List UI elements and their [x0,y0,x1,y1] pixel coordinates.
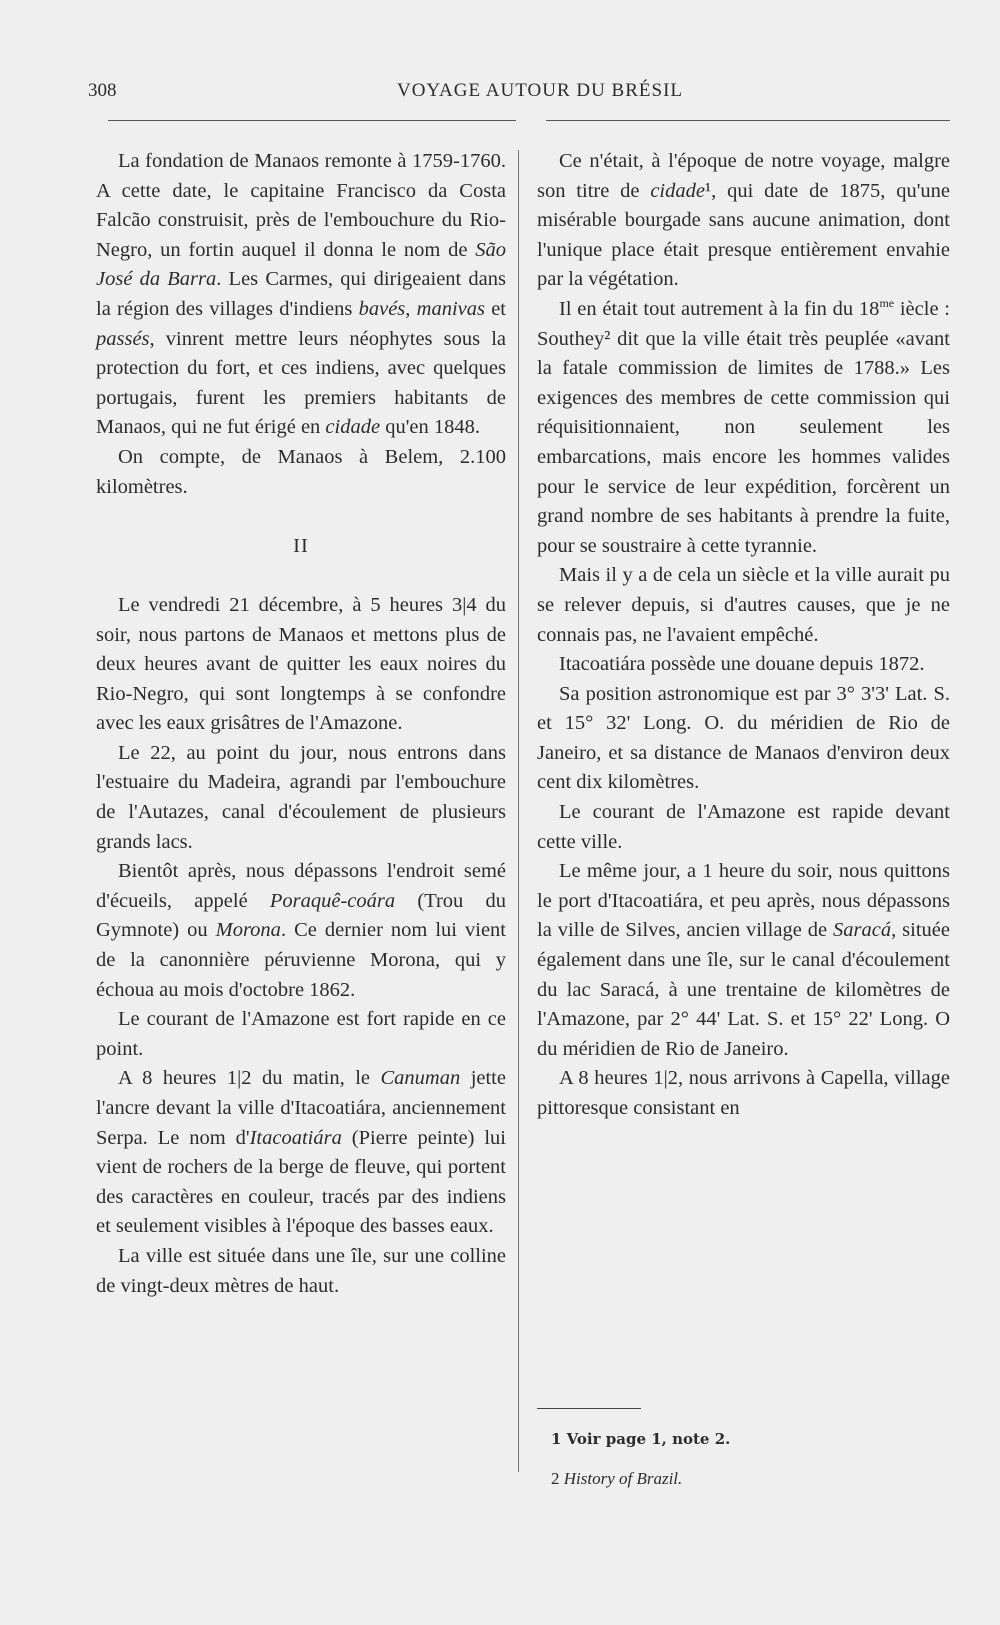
footnote-number: 2 [551,1469,564,1488]
text: . Ce dernier nom lui vient de la canonnière péruvienne Morona, qui y échoua au mois d'octobre 1862. [96,919,506,1001]
text: (Trou du Gymnote) ou [96,889,506,942]
text: Ce n'était, à l'époque de notre voyage, malgre son titre de [537,150,950,202]
text: . Les Carmes, qui dirigeaient dans la région des villages d'indiens [96,268,506,320]
text: Il en était tout autrement à la fin du 18 [559,297,880,320]
italic-text: São José da Barra [96,238,506,291]
text: qu'en 1848. [380,416,480,439]
italic-text: cidade [325,416,381,439]
footnote-1: 1 Voir page 1, note 2. [551,1430,731,1448]
text: , située également dans une île, sur le canal d'écoulement du lac Saracá, à une trentaine de kilomètres de l'Amazone, par 2° 44' Lat. S. et 15° 22' Long. O du méridien de Rio de Janeiro. [537,919,950,1060]
paragraph [537,147,950,295]
italic-text: manivas [416,297,485,320]
italic-text: History of Brazil. [563,1469,683,1488]
italic-text: cidade [650,179,705,202]
paragraph [537,295,950,561]
text: A 8 heures 1|2 du matin, le [118,1067,381,1090]
italic-text: Itacoatiára [249,1126,342,1149]
text: dit que la ville était très peuplée «avant la fatale commission de limites de 1788.» Les exigences des membres de cette commission qui réquisitionnaient, non seulement les embarcations, mais encore les hommes valides pour le service de leur expédition, forcèrent un grand nombre de ses habitants à prendre la fuite, pour se soustraire à cette tyrannie. [537,327,950,557]
text: Le même jour, a 1 heure du soir, nous quittons le port d'Itacoatiára, et peu après, nous dépassons la ville de Silves, ancien village de [537,860,950,942]
paragraph [96,147,506,443]
text: , qui date de 1875, qu'une misérable bourgade sans aucune animation, dont l'unique place était presque entièrement envahie par la végétation. [537,179,951,291]
paragraph: Mais il y a de cela un siècle et la ville aurait pu se relever depuis, si d'autres causes, que je ne connais pas, ne l'avaient empêché. [537,564,950,646]
running-title: VOYAGE AUTOUR DU BRÉSIL [396,80,684,101]
paragraph: La ville est située dans une île, sur une colline de vingt-deux mètres de haut. [96,1244,506,1297]
paragraph: On compte, de Manaos à Belem, 2.100 kilomètres. [96,445,506,498]
superscript: me [879,296,895,311]
italic-text: Morona [215,919,281,942]
footnote-2 [551,1467,950,1491]
text: La fondation de Manaos remonte à 1759-1760. A cette date, le capitaine Francisco da Costa Falcão construisit, près de l'embouchure du Rio-Negro, un fortin auquel il donna le nom de [96,150,506,261]
page-header [88,80,952,110]
italic-text: bavés [358,297,406,320]
left-column [96,147,506,1301]
paragraph: A 8 heures 1|2, nous arrivons à Capella, village pittoresque consistant en [537,1067,950,1119]
italic-text: Saracá [833,919,892,942]
paragraph: Le courant de l'Amazone est fort rapide en ce point. [96,1008,506,1060]
text: , vinrent mettre leurs néophytes sous la protection du fort, et ces indiens, avec quelques portugais, furent les premiers habitants de Manaos, qui ne fut érigé en [96,327,506,439]
text: (Pierre peinte) lui vient de rochers de la berge de fleuve, qui portent des caractères en couleur, tracés par des indiens et seulement visibles à l'époque des basses eaux. [96,1126,506,1238]
column-divider [518,150,519,1472]
paragraph [96,1064,506,1242]
text: et [484,297,506,320]
paragraph: Le courant de l'Amazone est rapide devant cette ville. [537,801,950,853]
paragraph: Itacoatiára possède une douane depuis 1872. [559,653,925,676]
paragraph [537,857,950,1064]
paragraph: Sa position astronomique est par 3° 3'3' Lat. S. et 15° 32' Long. O. du méridien de Rio de Janeiro, et sa distance de Manaos d'environ deux cent dix kilomètres. [537,682,950,794]
paragraph: Le vendredi 21 décembre, à 5 heures 3|4 du soir, nous partons de Manaos et mettons plus de deux heures avant de quitter les eaux noires du Rio-Negro, qui sont longtemps à se confondre avec les eaux grisâtres de l'Amazone. [96,593,506,735]
page-number: 308 [88,80,117,101]
text: jette l'ancre devant la ville d'Itacoatiára, anciennement Serpa. Le nom d' [96,1067,506,1149]
footnotes [537,1408,950,1507]
text: iècle : Southey [537,297,950,350]
section-heading: II [293,534,309,557]
text: Bientôt après, nous dépassons l'endroit semé d'écueils, appelé [96,860,506,912]
text: , [405,297,417,320]
footnote-marker: ² [604,327,611,350]
paragraph: Le 22, au point du jour, nous entrons dans l'estuaire du Madeira, agrandi par l'embouchure de l'Autazes, canal d'écoulement de plusieurs grands lacs. [96,741,506,853]
footnote-marker: ¹ [704,179,712,202]
header-rule-gap [516,120,546,121]
italic-text: passés [96,327,150,350]
paragraph [96,857,506,1005]
italic-text: Poraquê-coára [269,889,396,912]
footnote-rule [537,1408,641,1409]
right-column [537,147,950,1124]
italic-text: Canuman [380,1067,461,1090]
